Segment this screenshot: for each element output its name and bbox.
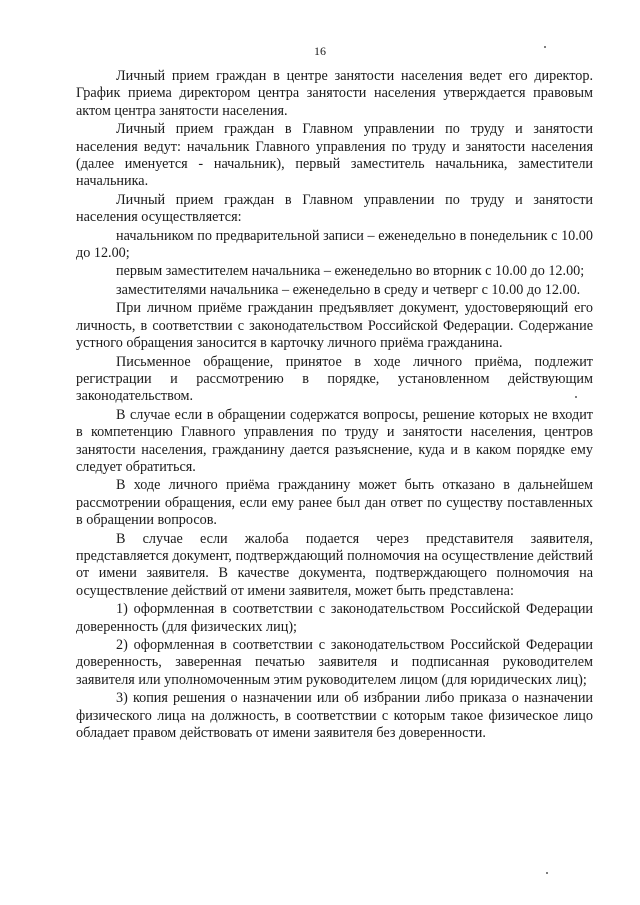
paragraph: В случае если жалоба подается через представителя заявителя, представляется документ, подтверждающий полномочия на осуществление действий от имени заявителя. В качестве документа, подтверждающего полномочия на осуществление действий от имени заявителя, может быть представлена: [76,530,593,599]
page-number: 16 [314,44,326,58]
paragraph: В ходе личного приёма гражданину может быть отказано в дальнейшем рассмотрении обращения, если ему ранее был дан ответ по существу поставленных в обращении вопросов. [76,477,593,529]
paragraph: 1) оформленная в соответствии с законодательством Российской Федерации доверенность (для физических лиц); [76,601,593,635]
scan-speck [544,46,546,48]
scan-speck [546,872,548,874]
paragraph: 2) оформленная в соответствии с законодательством Российской Федерации доверенность, заверенная печатью заявителя и подписанная руководителем заявителя или уполномоченным этим руководителем лицом (для юридических лиц); [76,637,593,688]
paragraph: первым заместителем начальника – еженедельно во вторник с 10.00 до 12.00; [116,263,585,280]
paragraph: Письменное обращение, принятое в ходе личного приёма, подлежит регистрации и рассмотрению в порядке, установленном действующим законодательством. [76,353,593,405]
document-body [76,68,593,743]
paragraph: При личном приёме гражданин предъявляет документ, удостоверяющий его личность, в соответствии с законодательством Российской Федерации. Содержание устного обращения заносится в карточку личного приёма гражданина. [76,300,593,352]
paragraph: 3) копия решения о назначении или об избрании либо приказа о назначении физического лица на должность, в соответствии с которым такое физическое лицо обладает правом действовать от имени заявителя без доверенности. [76,690,593,742]
paragraph: начальником по предварительной записи – еженедельно в понедельник с 10.00 до 12.00; [76,227,593,262]
paragraph: В случае если в обращении содержатся вопросы, решение которых не входит в компетенцию Главного управления по труду и занятости населения, центров занятости населения, гражданину дается разъяснение, куда и в каком порядке ему следует обратиться. [76,406,593,475]
paragraph: Личный прием граждан в Главном управлении по труду и занятости населения осуществляется: [76,191,593,226]
paragraph: заместителями начальника – еженедельно в среду и четверг с 10.00 до 12.00. [116,281,581,298]
paragraph: Личный прием граждан в центре занятости населения ведет его директор. График приема директором центра занятости населения утверждается правовым актом центра занятости населения. [76,68,593,119]
scan-speck [575,396,577,398]
paragraph: Личный прием граждан в Главном управлении по труду и занятости населения ведут: начальник Главного управления по труду и занятости населения (далее именуется - начальник), первый заместитель начальника, заместители начальника. [76,121,593,190]
